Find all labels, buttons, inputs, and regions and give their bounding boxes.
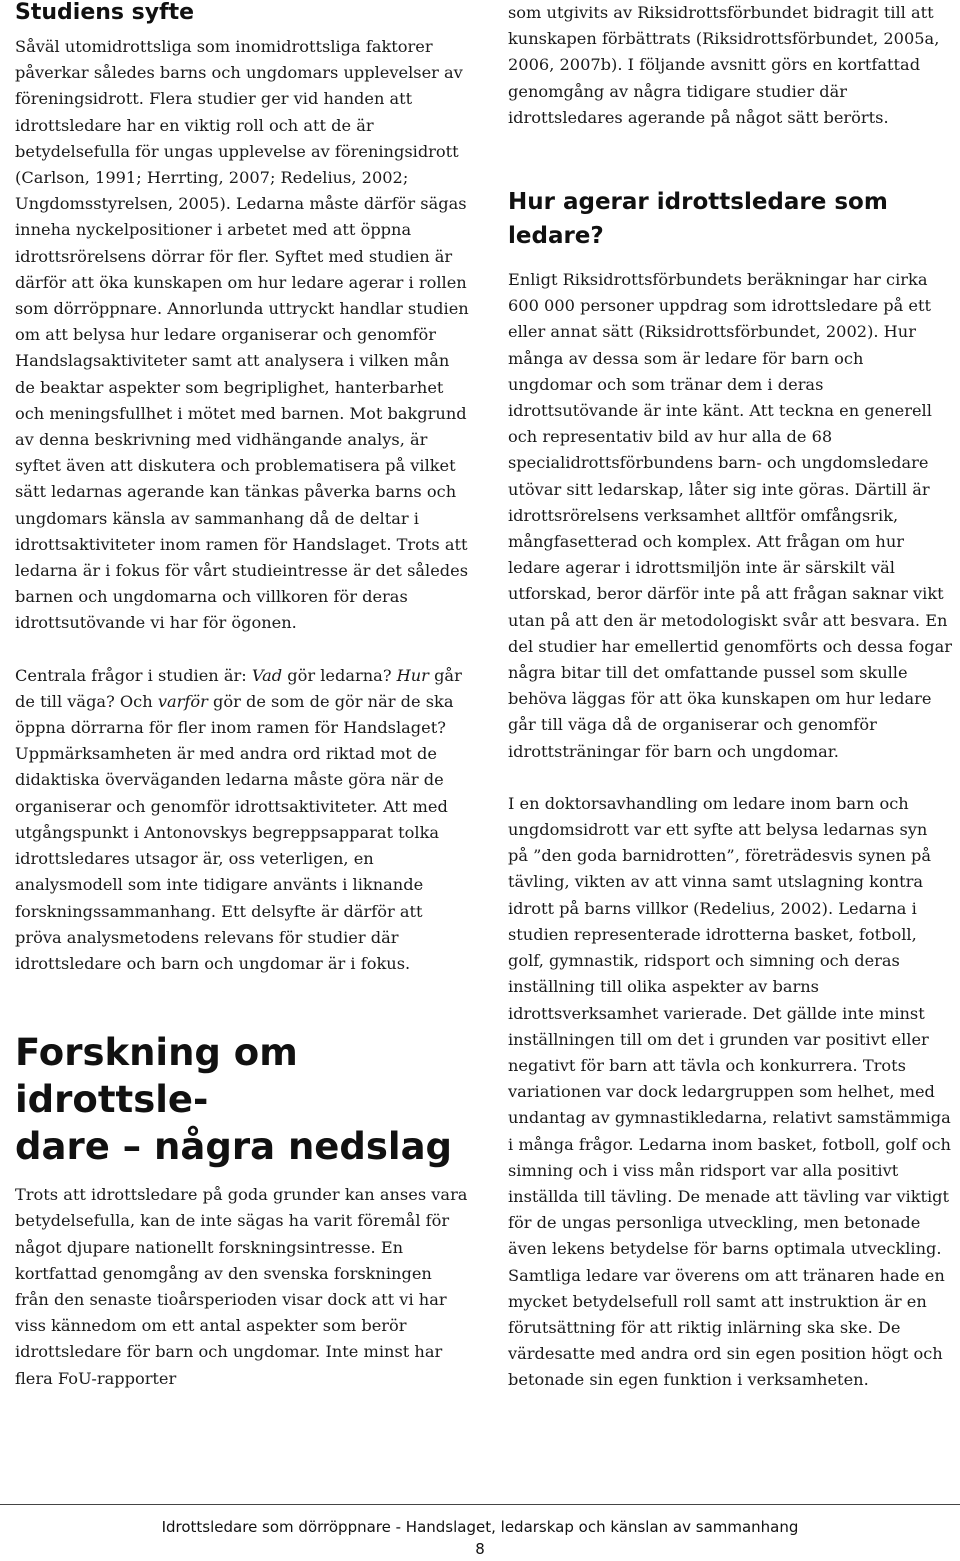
section-heading-forskning: Forskning om idrottsle- dare – några nedslag	[15, 1031, 453, 1169]
footer-divider	[0, 1504, 960, 1505]
emphasis-hur: Hur	[396, 665, 429, 685]
emphasis-varfor: varför	[157, 691, 208, 711]
section-heading-hur-agerar: Hur agerar idrottsledare som ledare?	[508, 189, 888, 250]
body-paragraph-riksidrott: Enligt Riksidrottsförbundets beräkningar har cirka 600 000 personer uppdrag som idrottsledare på ett eller annat sätt (Riksidrottsförbundet, 2002). Hur många av dessa som är ledare för barn och ungdomar och som tränar dem i deras idrottsutövande är inte känt. Att teckna en generell och representativ bild av hur alla de 68 specialidrottsförbundens barn- och ungdomsledare utövar sitt ledarskap, låter sig inte göras. Därtill är idrottsrörelsens verksamhet alltför omfångsrik, mångfasetterad och komplex. Att frågan om hur ledare agerar i idrottsmiljön inte är särskilt väl utforskad, beror därför inte på att frågan saknar vikt utan på att den är metodologiskt svår att besvara. En del studier har emellertid genomförts och dessa fogar några bitar till det omfattande pussel som skulle behöva läggas för att öka kunskapen om hur ledare går till väga då de organiserar och genomför idrottsträningar för barn och ungdomar.	[508, 270, 952, 761]
section-heading-studiens-syfte: Studiens syfte	[15, 0, 195, 25]
right-column	[508, 0, 952, 1394]
body-paragraph-questions: Centrala frågor i studien är: Vad gör ledarna? Hur går de till väga? Och varför gör de som de gör när de ska öppna dörrarna för fler inom ramen för Handslaget? Uppmärksamheten är med andra ord riktad mot de didaktiska överväganden ledarna måste göra när de organiserar och genomför idrottsaktiviteter. Att med utgångspunkt i Antonovskys begreppsapparat tolka idrottsledares utsagor är, oss veterligen, en analysmodell som inte tidigare använts i liknande forskningssammanhang. Ett delsyfte är därför att pröva analysmetodens relevans för studier där idrottsledare och barn och ungdomar är i fokus.	[15, 665, 462, 973]
left-column	[15, 0, 470, 1392]
page-number: 8	[475, 1540, 485, 1558]
footer-title: Idrottsledare som dörröppnare - Handslaget, ledarskap och känslan av sammanhang	[161, 1518, 799, 1536]
body-paragraph-research: Trots att idrottsledare på goda grunder kan anses vara betydelsefulla, kan de inte sägas ha varit föremål för något djupare nationellt forskningsintresse. En kortfattad genomgång av den svenska forskningen från den senaste tioårsperioden visar dock att vi har viss kännedom om ett antal aspekter som berör idrottsledare för barn och ungdomar. Inte minst har flera FoU-rapporter	[15, 1185, 468, 1388]
emphasis-vad: Vad	[251, 665, 283, 685]
body-paragraph-purpose: Såväl utomidrottsliga som inomidrottsliga faktorer påverkar således barns och ungdomars upplevelser av föreningsidrott. Flera studier ger vid handen att idrottsledare har en viktig roll och att de är betydelsefulla för ungas upplevelse av föreningsidrott (Carlson, 1991; Herrting, 2007; Redelius, 2002; Ungdomsstyrelsen, 2005). Ledarna måste därför sägas inneha nyckelpositioner i arbetet med att öppna idrottsrörelsens dörrar för fler. Syftet med studien är därför att öka kunskapen om hur ledare agerar i rollen som dörröppnare. Annorlunda uttryckt handlar studien om att belysa hur ledare organiserar och genomför Handslagsaktiviteter samt att analysera i vilken mån de beaktar aspekter som begriplighet, hanterbarhet och meningsfullhet i mötet med barnen. Mot bakgrund av denna beskrivning med vidhängande analys, är syftet även att diskutera och problematisera på vilket sätt ledarnas agerande kan tänkas påverka barns och ungdomars känsla av sammanhang då de deltar i idrottsaktiviteter inom ramen för Handslaget. Trots att ledarna är i fokus för vårt studieintresse är det således barnen och ungdomarna och villkoren för deras idrottsutövande vi har för ögonen.	[15, 37, 469, 633]
body-paragraph-continuation: som utgivits av Riksidrottsförbundet bidragit till att kunskapen förbättrats (Riksidrottsförbundet, 2005a, 2006, 2007b). I följande avsnitt görs en kortfattad genomgång av några tidigare studier där idrottsledares agerande på något sätt berörts.	[508, 3, 940, 127]
body-paragraph-doktorsavhandling: I en doktorsavhandling om ledare inom barn och ungdomsidrott var ett syfte att belysa ledarnas syn på ”den goda barnidrotten”, företrädesvis synen på tävling, vikten av att vinna samt utslagning kontra idrott på barns villkor (Redelius, 2002). Ledarna i studien representerade idrotterna basket, fotboll, golf, gymnastik, ridsport och simning och deras inställning till olika aspekter av barns idrottsverksamhet varierade. Det gällde inte minst inställningen till om det i grunden var positivt eller negativt för barn att tävla och konkurrera. Trots variationen var dock ledargruppen som helhet, med undantag av gymnastikledarna, relativt samstämmiga i många frågor. Ledarna inom basket, fotboll, golf och simning och i viss mån ridsport var alla positivt inställda till tävling. De menade att tävling var viktigt för de ungas personliga utveckling, men betonade även lekens betydelse för barns optimala utveckling. Samtliga ledare var överens om att tränaren hade en mycket betydelsefull roll samt att instruktion är en förutsättning för att riktig inlärning ska ske. De värdesatte med andra ord sin egen position högt och betonade sin egen funktion i verksamheten.	[508, 793, 951, 1390]
